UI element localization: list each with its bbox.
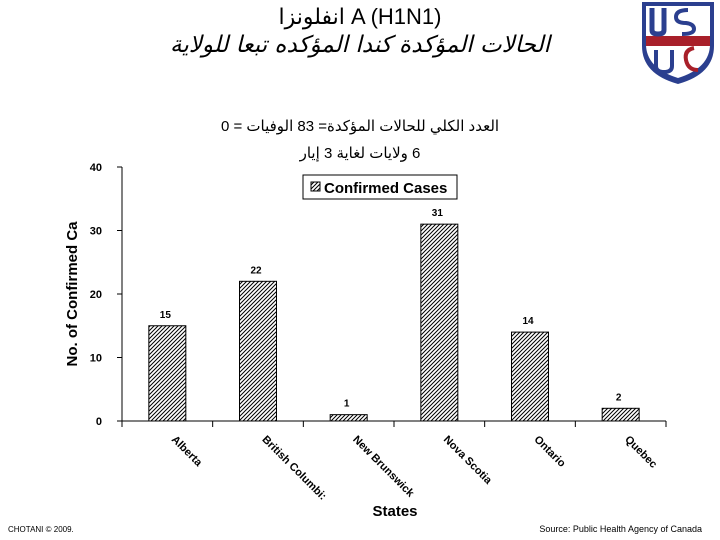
x-tick-label: Nova Scotia	[440, 433, 494, 487]
total-cases-subtitle: العدد الكلي للحالات المؤكدة= 83 الوفيات = 0	[220, 118, 500, 135]
copyright-footer: CHOTANI © 2009.	[8, 525, 74, 534]
bar-3	[421, 224, 458, 421]
x-tick-label: New Brunswick	[350, 433, 417, 500]
data-label: 31	[431, 208, 443, 220]
x-axis-title: States	[372, 503, 418, 520]
y-tick-label: 20	[89, 289, 102, 301]
y-tick-label: 40	[89, 162, 102, 174]
provinces-subtitle: 6 ولايات لغاية 3 إيار	[299, 145, 421, 162]
chart-bars	[149, 224, 639, 421]
x-tick-label: Ontario	[531, 433, 568, 470]
bar-0	[149, 326, 186, 421]
legend-swatch	[311, 182, 320, 191]
chart-labels	[160, 208, 659, 502]
x-tick-label: Alberta	[168, 433, 205, 469]
legend-label: Confirmed Cases	[324, 180, 448, 197]
data-label: 22	[250, 265, 262, 277]
y-tick-label: 0	[95, 416, 102, 428]
data-label: 15	[159, 309, 171, 321]
bar-5	[602, 408, 639, 421]
data-label: 2	[615, 392, 622, 404]
y-tick-label: 30	[89, 225, 102, 238]
slide-title-line1: انفلونزا A (H1N1)	[278, 4, 442, 29]
chart-legend	[303, 175, 457, 199]
y-tick-label: 10	[89, 352, 102, 365]
bar-4	[512, 332, 549, 421]
y-axis-title: No. of Confirmed Ca	[64, 221, 81, 367]
bar-2	[330, 415, 367, 421]
data-label: 14	[522, 316, 534, 328]
source-footer: Source: Public Health Agency of Canada	[539, 524, 702, 534]
x-tick-label: Quebec	[622, 433, 660, 471]
slide-title-line2: الحالات المؤكدة كندا المؤكده تبعا للولاية	[169, 32, 551, 58]
data-label: 1	[343, 398, 350, 410]
bar-1	[240, 281, 277, 421]
x-tick-label: British Columbi:	[259, 433, 329, 503]
